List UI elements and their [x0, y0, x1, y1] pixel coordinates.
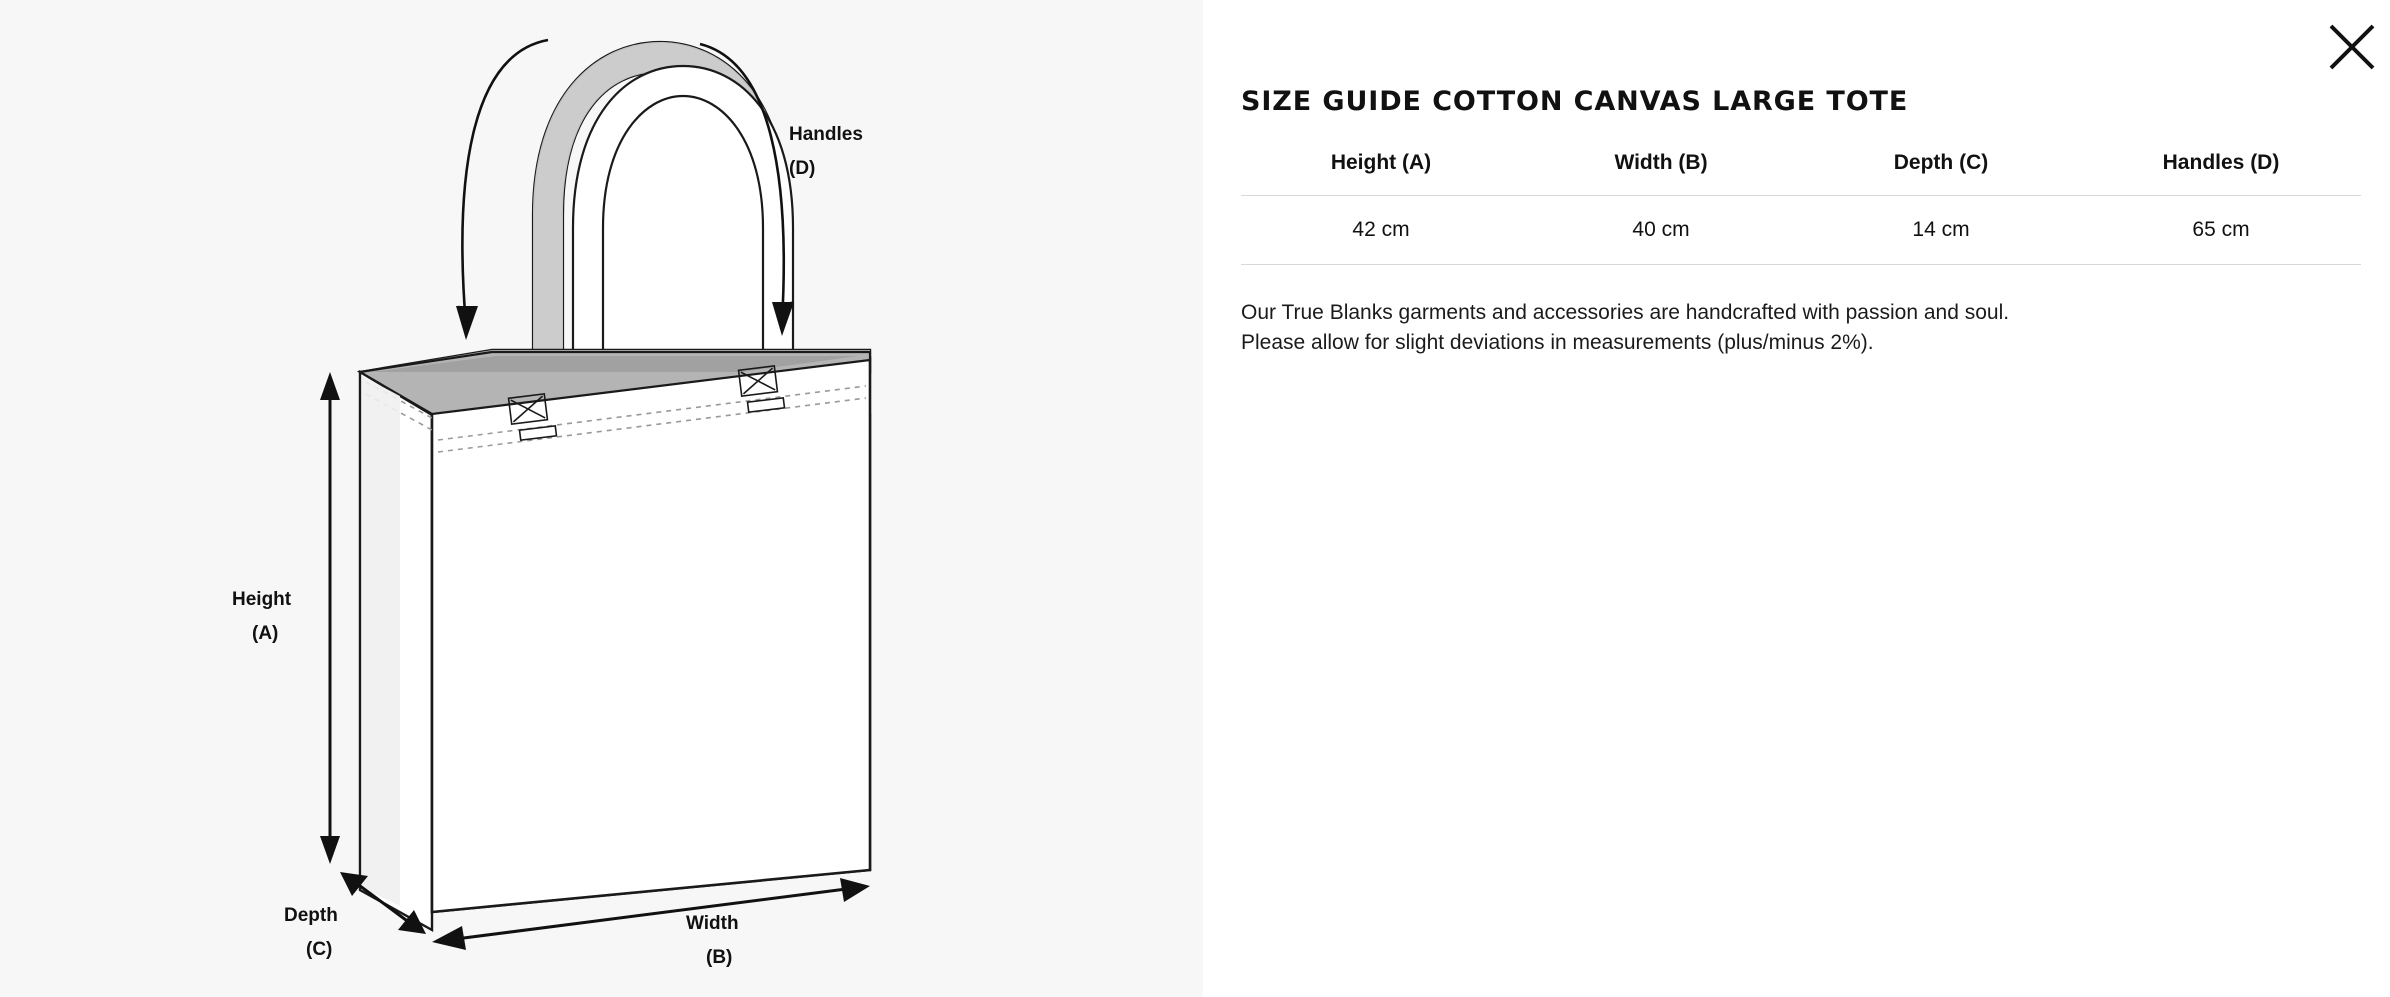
- label-depth-letter: (C): [306, 939, 333, 960]
- cell-height-value: 42 cm: [1241, 196, 1521, 265]
- column-header-width-letter: (B): [1678, 151, 1708, 174]
- disclaimer-line-1: Our True Blanks garments and accessories are handcrafted with passion and soul.: [1241, 301, 2010, 324]
- column-header-handles-name: Handles: [2162, 151, 2245, 174]
- label-handles-letter: (D): [789, 158, 816, 179]
- table-header-row: [1241, 151, 2361, 196]
- column-header-handles: [2081, 151, 2361, 196]
- column-header-depth-name: Depth: [1893, 151, 1954, 174]
- size-table: [1241, 151, 2361, 265]
- cell-depth-value: 14 cm: [1801, 196, 2081, 265]
- disclaimer-note: [1241, 298, 2351, 358]
- column-header-height-letter: (A): [1402, 151, 1432, 174]
- label-width-name: Width: [686, 913, 739, 934]
- cell-handles-value: 65 cm: [2081, 196, 2361, 265]
- label-height-letter: (A): [252, 623, 279, 644]
- column-header-depth-letter: (C): [1959, 151, 1989, 174]
- bag-body: [360, 350, 870, 930]
- content-panel: [1203, 0, 2390, 997]
- cell-width-value: 40 cm: [1521, 196, 1801, 265]
- label-handles-name: Handles: [789, 124, 863, 145]
- column-header-width: [1521, 151, 1801, 196]
- label-depth-name: Depth: [284, 905, 338, 926]
- label-height-name: Height: [232, 589, 292, 610]
- close-icon[interactable]: [2323, 18, 2381, 76]
- column-header-handles-letter: (D): [2250, 151, 2280, 174]
- table-row: [1241, 196, 2361, 265]
- column-header-width-name: Width: [1614, 151, 1673, 174]
- disclaimer-line-2: Please allow for slight deviations in measurements (plus/minus 2%).: [1241, 330, 1874, 354]
- label-width-letter: (B): [706, 947, 733, 968]
- bag-handles: [533, 42, 793, 392]
- column-header-height: [1241, 151, 1521, 196]
- column-header-depth: [1801, 151, 2081, 196]
- column-header-height-name: Height: [1330, 151, 1397, 174]
- page-title: SIZE GUIDE COTTON CANVAS LARGE TOTE: [1241, 86, 1909, 117]
